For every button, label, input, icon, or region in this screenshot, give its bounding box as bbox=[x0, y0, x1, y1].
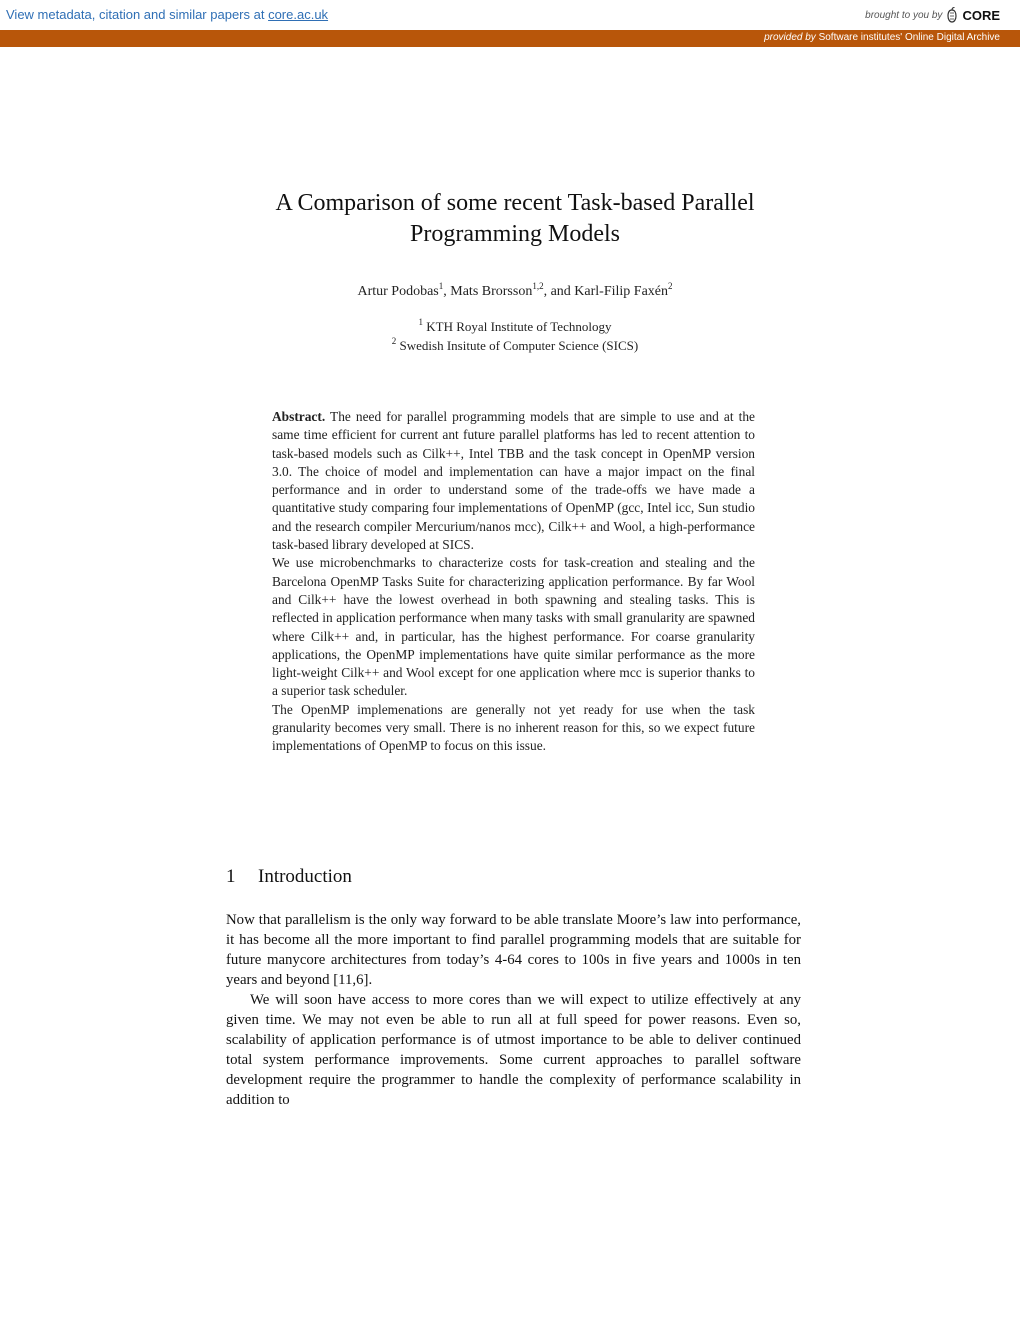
core-ac-uk-link[interactable]: core.ac.uk bbox=[268, 7, 329, 22]
provided-by-label: provided by bbox=[764, 32, 816, 43]
section-title: Introduction bbox=[258, 866, 352, 887]
paper-title bbox=[210, 188, 820, 250]
author-name: Artur Podobas bbox=[357, 284, 439, 299]
abstract bbox=[272, 408, 755, 756]
core-brand[interactable]: CORE bbox=[962, 7, 1000, 23]
author-name: Karl-Filip Faxén bbox=[574, 284, 669, 299]
provider-line bbox=[764, 32, 1000, 43]
abstract-paragraph: The OpenMP implemenations are generally not yet ready for use when the task granularity becomes very small. There is no inherent reason for this, so we expect future implementations of OpenMP to focus on this issue. bbox=[272, 701, 755, 754]
author-list bbox=[210, 281, 820, 300]
title-line-2: Programming Models bbox=[410, 221, 620, 247]
author-separator: , bbox=[443, 284, 451, 299]
metadata-link-line bbox=[6, 7, 328, 22]
metadata-prefix: View metadata, citation and similar papers at bbox=[6, 7, 269, 22]
section-heading bbox=[226, 866, 352, 888]
abstract-paragraph bbox=[272, 408, 755, 554]
abstract-label: Abstract. bbox=[272, 409, 326, 424]
abstract-paragraph: We use microbenchmarks to characterize costs for task-creation and stealing and the Barcelona OpenMP Tasks Suite for characterizing application performance. By far Wool and Cilk++ have the lowest overhead in both spawning and stealing tasks. This is reflected in application performance when many tasks with small granularity are spawned where Cilk++ and, in particular, has the highest performance. For coarse granularity applications, the OpenMP implementations have quite similar performance as the more light-weight Cilk++ and Wool except for one application where mcc is superior thanks to a superior task scheduler. bbox=[272, 555, 755, 699]
affil-name: KTH Royal Institute of Technology bbox=[426, 319, 612, 334]
affiliation bbox=[210, 319, 820, 335]
author-affil-mark: 2 bbox=[668, 281, 673, 291]
author-affil-mark: 1 bbox=[438, 281, 444, 291]
core-header bbox=[0, 0, 1020, 30]
affil-mark: 2 bbox=[391, 336, 397, 346]
author-name: Mats Brorsson bbox=[450, 284, 533, 299]
body-paragraph: We will soon have access to more cores than we will expect to utilize effectively at any given time. We may not even be able to run all at full speed for power reasons. Even so, scalability of application performance is of utmost importance to be able to deliver continued total system performance improvements. Some current approaches to parallel software development require the programmer to handle the complexity of performance scalability in addition to bbox=[226, 992, 801, 1108]
brought-by bbox=[865, 7, 1000, 23]
section-number: 1 bbox=[226, 866, 236, 887]
body-paragraph: Now that parallelism is the only way forward to be able translate Moore’s law into performance, it has become all the more important to find parallel programming models that are suitable for future manycore architectures from today’s 4-64 cores to 100s in five years and 1000s in ten years and beyond [11,6]. bbox=[226, 912, 801, 988]
brought-by-label: brought to you by bbox=[865, 9, 943, 21]
affil-mark: 1 bbox=[418, 317, 424, 327]
author-separator: , and bbox=[543, 284, 575, 299]
affiliation bbox=[210, 338, 820, 354]
introduction-body bbox=[226, 910, 801, 1110]
core-logo-icon bbox=[946, 7, 958, 23]
abstract-text: The need for parallel programming models that are simple to use and at the same time efficient for current ant future parallel platforms has led to recent attention to task-based models such as Cilk++, Intel TBB and the task concept in OpenMP version 3.0. The choice of model and implementation can have a major impact on the final performance and in order to understand some of the trade-offs we have made a quantitative study comparing four implementations of OpenMP (gcc, Intel icc, Sun studio and the research compiler Mercurium/nanos mcc), Cilk++ and Wool, a high-performance task-based library developed at SICS. bbox=[272, 409, 756, 553]
core-provider-bar bbox=[0, 30, 1020, 47]
title-line-1: A Comparison of some recent Task-based Parallel bbox=[275, 190, 755, 216]
author-affil-mark: 1,2 bbox=[532, 281, 544, 291]
affil-name: Swedish Insitute of Computer Science (SICS) bbox=[399, 338, 639, 353]
provider-name[interactable]: Software institutes' Online Digital Archive bbox=[818, 32, 1000, 43]
